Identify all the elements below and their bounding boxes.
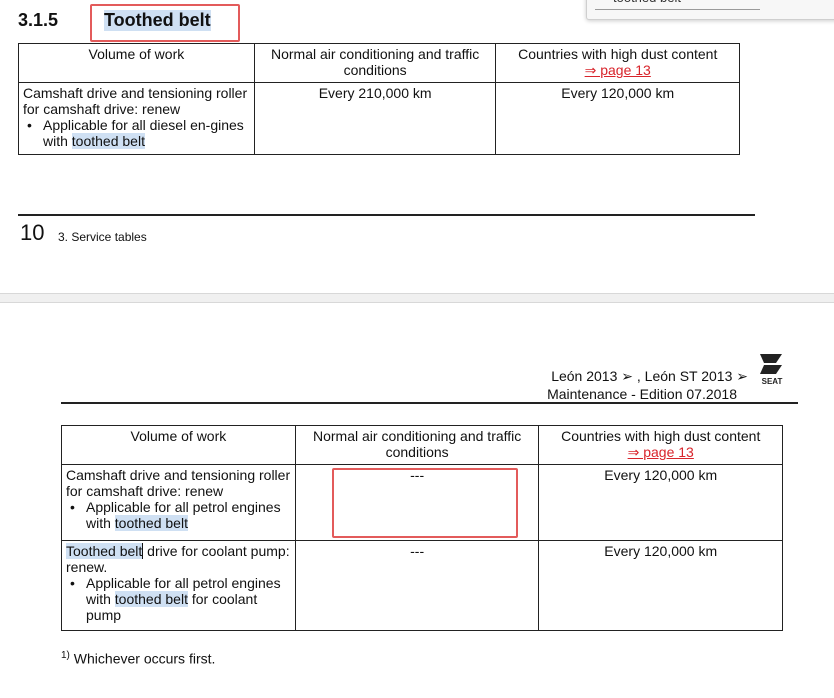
doc-header-edition: Maintenance - Edition 07.2018 <box>547 386 737 402</box>
page-link[interactable]: ⇒ page 13 <box>627 444 694 460</box>
normal-interval-cell: --- <box>295 465 539 541</box>
seat-logo <box>750 352 794 386</box>
find-bar <box>586 0 834 20</box>
work-cell <box>19 83 255 155</box>
work-bullet: • Applicable for all diesel en-gines with toothed belt <box>43 117 250 149</box>
work-bullet: • Applicable for all petrol engines with toothed belt for coolant pump <box>86 575 291 623</box>
annotation-box-cell <box>332 468 518 538</box>
col-header-dust <box>496 44 740 83</box>
footnote-text: Whichever occurs first. <box>69 650 216 667</box>
normal-interval-cell: Every 210,000 km <box>254 83 496 155</box>
search-highlight: toothed belt <box>114 515 188 531</box>
work-description: Camshaft drive and tensioning roller for camshaft drive: renew <box>23 85 248 117</box>
work-bullet: • Applicable for all petrol engines with toothed belt <box>86 499 291 531</box>
search-highlight: toothed belt <box>114 591 188 607</box>
header-rule <box>61 402 798 404</box>
annotation-box-title <box>90 4 240 42</box>
page-link[interactable]: ⇒ page 13 <box>584 62 651 78</box>
col-header-dust <box>539 426 783 465</box>
page-separator <box>0 293 834 303</box>
search-highlight: toothed belt <box>71 133 145 149</box>
col-header-normal: Normal air conditioning and traffic conditions <box>254 44 496 83</box>
col-header-dust-label: Countries with high dust content <box>518 46 718 62</box>
search-highlight: Toothed belt <box>66 543 143 559</box>
col-header-normal: Normal air conditioning and traffic conditions <box>295 426 539 465</box>
work-description: Toothed belt drive for coolant pump: renew. <box>66 543 290 575</box>
section-title: Toothed belt <box>104 10 211 30</box>
table-row <box>62 541 783 631</box>
page-number: 10 <box>20 220 45 245</box>
col-header-dust-label: Countries with high dust content <box>561 428 761 444</box>
col-header-volume: Volume of work <box>19 44 255 83</box>
normal-interval-cell: --- <box>295 541 539 631</box>
table-row <box>19 83 740 155</box>
footnote-marker: 1) <box>61 650 70 661</box>
work-cell <box>62 465 296 541</box>
work-cell <box>62 541 296 631</box>
find-input[interactable] <box>595 0 760 10</box>
table-header-row <box>19 44 740 83</box>
footnote <box>61 650 215 667</box>
page-footer-label: 3. Service tables <box>58 230 147 244</box>
col-header-volume: Volume of work <box>62 426 296 465</box>
doc-header-model: León 2013 ➢ , León ST 2013 ➢ <box>551 368 748 384</box>
dust-interval-cell: Every 120,000 km <box>496 83 740 155</box>
section-number: 3.1.5 <box>18 10 59 30</box>
dust-interval-cell: Every 120,000 km <box>539 465 783 541</box>
table-header-row <box>62 426 783 465</box>
dust-interval-cell: Every 120,000 km <box>539 541 783 631</box>
svg-text:SEAT: SEAT <box>761 377 783 386</box>
service-table-1 <box>18 43 740 155</box>
work-description: Camshaft drive and tensioning roller for camshaft drive: renew <box>66 467 291 499</box>
footer-rule <box>18 214 755 216</box>
